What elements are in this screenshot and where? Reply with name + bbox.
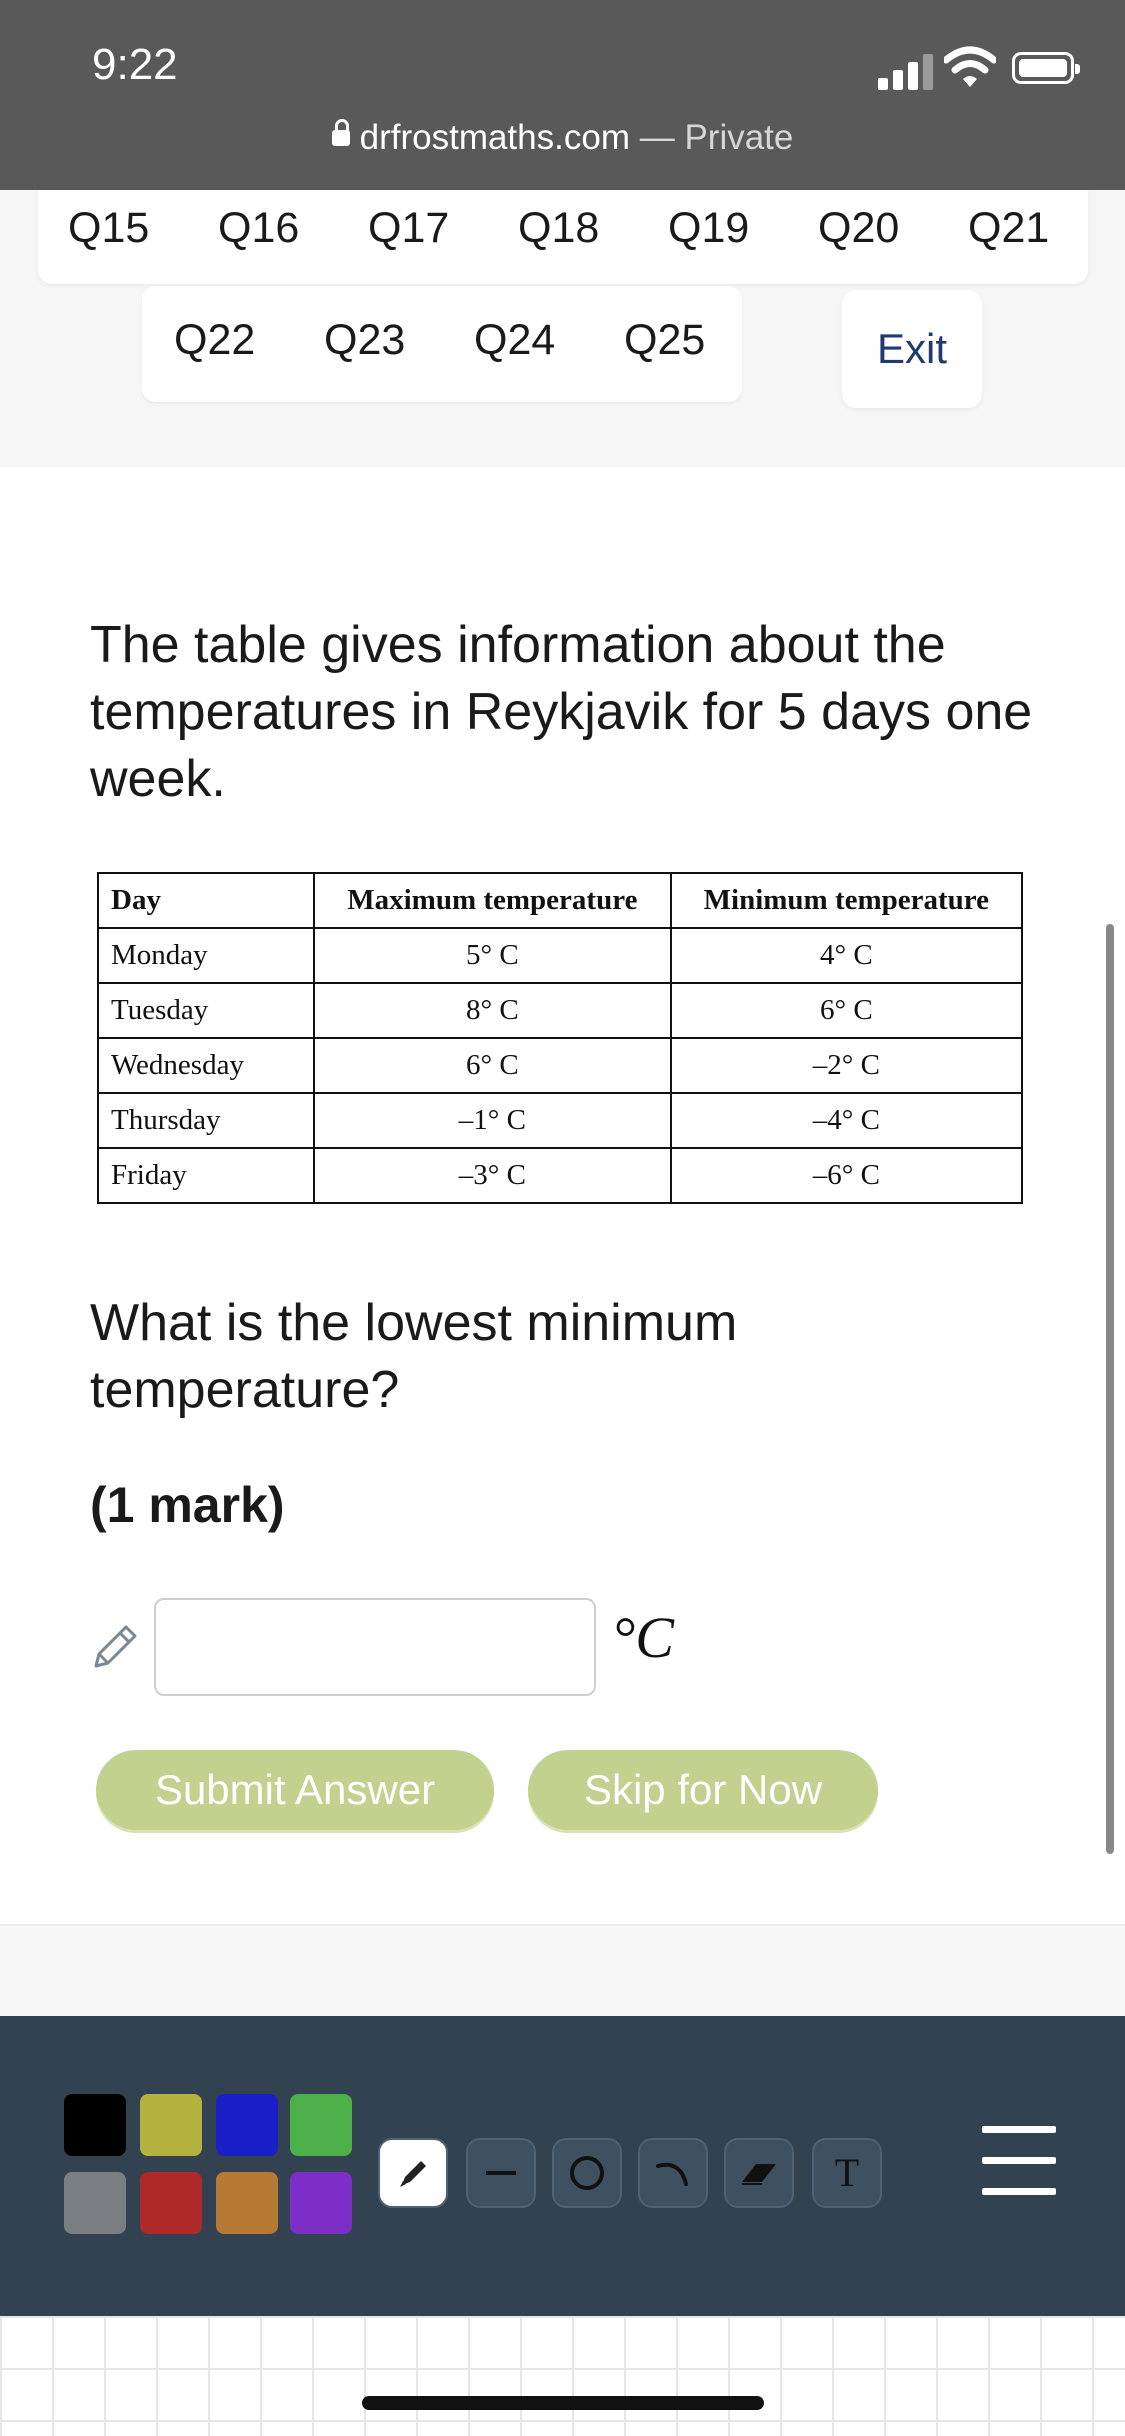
color-swatch-red[interactable]: [140, 2172, 202, 2234]
cell-min: –6° C: [671, 1148, 1022, 1203]
table-row: [98, 1038, 1022, 1093]
text-icon: [814, 2140, 880, 2206]
color-swatch-orange[interactable]: [216, 2172, 278, 2234]
arc-icon: [640, 2140, 706, 2206]
text-tool-label: T: [834, 2150, 860, 2195]
page-footer-gap: [0, 1924, 1125, 2018]
cell-day: Thursday: [98, 1093, 314, 1148]
nav-q17[interactable]: Q17: [368, 204, 450, 252]
nav-q23[interactable]: Q23: [324, 316, 406, 364]
signal-icon: [878, 50, 934, 90]
temperature-table: [97, 872, 1023, 1204]
submit-answer-button[interactable]: Submit Answer: [96, 1750, 494, 1830]
circle-icon: [554, 2140, 620, 2206]
drawing-canvas[interactable]: [0, 2316, 1125, 2436]
status-time: 9:22: [92, 40, 178, 89]
url-domain: drfrostmaths.com: [359, 118, 630, 157]
header-max-temp: Maximum temperature: [314, 873, 671, 928]
cell-max: 8° C: [314, 983, 671, 1038]
cell-min: 4° C: [671, 928, 1022, 983]
skip-button[interactable]: Skip for Now: [528, 1750, 878, 1830]
circle-tool-button[interactable]: [552, 2138, 622, 2208]
nav-q16[interactable]: Q16: [218, 204, 300, 252]
pencil-icon: [88, 1620, 142, 1674]
arc-tool-button[interactable]: [638, 2138, 708, 2208]
cell-min: –2° C: [671, 1038, 1022, 1093]
eraser-tool-button[interactable]: [724, 2138, 794, 2208]
line-icon: [468, 2140, 534, 2206]
status-bar: [0, 0, 1125, 190]
cell-min: –4° C: [671, 1093, 1022, 1148]
question-intro: The table gives information about the temperatures in Reykjavik for 5 days one week.: [90, 616, 1033, 808]
cell-day: Monday: [98, 928, 314, 983]
nav-q22[interactable]: Q22: [174, 316, 256, 364]
home-indicator: [362, 2396, 764, 2410]
scrollbar[interactable]: [1106, 924, 1114, 1854]
question-nav-row-1: [38, 190, 1088, 284]
cell-max: –3° C: [314, 1148, 671, 1203]
unit-label: °C: [612, 1605, 674, 1670]
nav-q20[interactable]: Q20: [818, 204, 900, 252]
text-tool-button[interactable]: [812, 2138, 882, 2208]
nav-q25[interactable]: Q25: [624, 316, 706, 364]
nav-q18[interactable]: Q18: [518, 204, 600, 252]
cell-max: –1° C: [314, 1093, 671, 1148]
menu-icon[interactable]: [982, 2126, 1056, 2196]
table-row: [98, 1148, 1022, 1203]
battery-icon: [1012, 52, 1074, 84]
nav-q19[interactable]: Q19: [668, 204, 750, 252]
address-bar[interactable]: [0, 118, 1125, 158]
nav-q21[interactable]: Q21: [968, 204, 1050, 252]
marks-label: (1 mark): [90, 1477, 285, 1533]
eraser-icon: [726, 2140, 792, 2206]
color-swatch-purple[interactable]: [290, 2172, 352, 2234]
color-swatch-gray[interactable]: [64, 2172, 126, 2234]
exit-button[interactable]: Exit: [842, 290, 982, 408]
nav-q15[interactable]: Q15: [68, 204, 150, 252]
color-swatch-olive[interactable]: [140, 2094, 202, 2156]
private-label: Private: [684, 118, 794, 157]
color-swatch-blue[interactable]: [216, 2094, 278, 2156]
cell-day: Wednesday: [98, 1038, 314, 1093]
color-swatch-black[interactable]: [64, 2094, 126, 2156]
url-separator: —: [629, 118, 685, 157]
header-min-temp: Minimum temperature: [671, 873, 1022, 928]
table-row: [98, 1093, 1022, 1148]
cell-max: 6° C: [314, 1038, 671, 1093]
line-tool-button[interactable]: [466, 2138, 536, 2208]
header-day: Day: [98, 873, 314, 928]
nav-q24[interactable]: Q24: [474, 316, 556, 364]
wifi-icon: [944, 46, 996, 90]
pen-tool-button[interactable]: [378, 2138, 448, 2208]
cell-day: Friday: [98, 1148, 314, 1203]
table-row: [98, 928, 1022, 983]
lock-icon: [332, 130, 350, 146]
cell-max: 5° C: [314, 928, 671, 983]
question-prompt: What is the lowest minimum temperature?: [90, 1294, 738, 1419]
table-row: [98, 983, 1022, 1038]
answer-input[interactable]: [154, 1598, 596, 1696]
cell-day: Tuesday: [98, 983, 314, 1038]
pen-icon: [380, 2140, 446, 2206]
color-swatch-green[interactable]: [290, 2094, 352, 2156]
question-nav-row-2: [142, 286, 742, 402]
table-header-row: [98, 873, 1022, 928]
cell-min: 6° C: [671, 983, 1022, 1038]
